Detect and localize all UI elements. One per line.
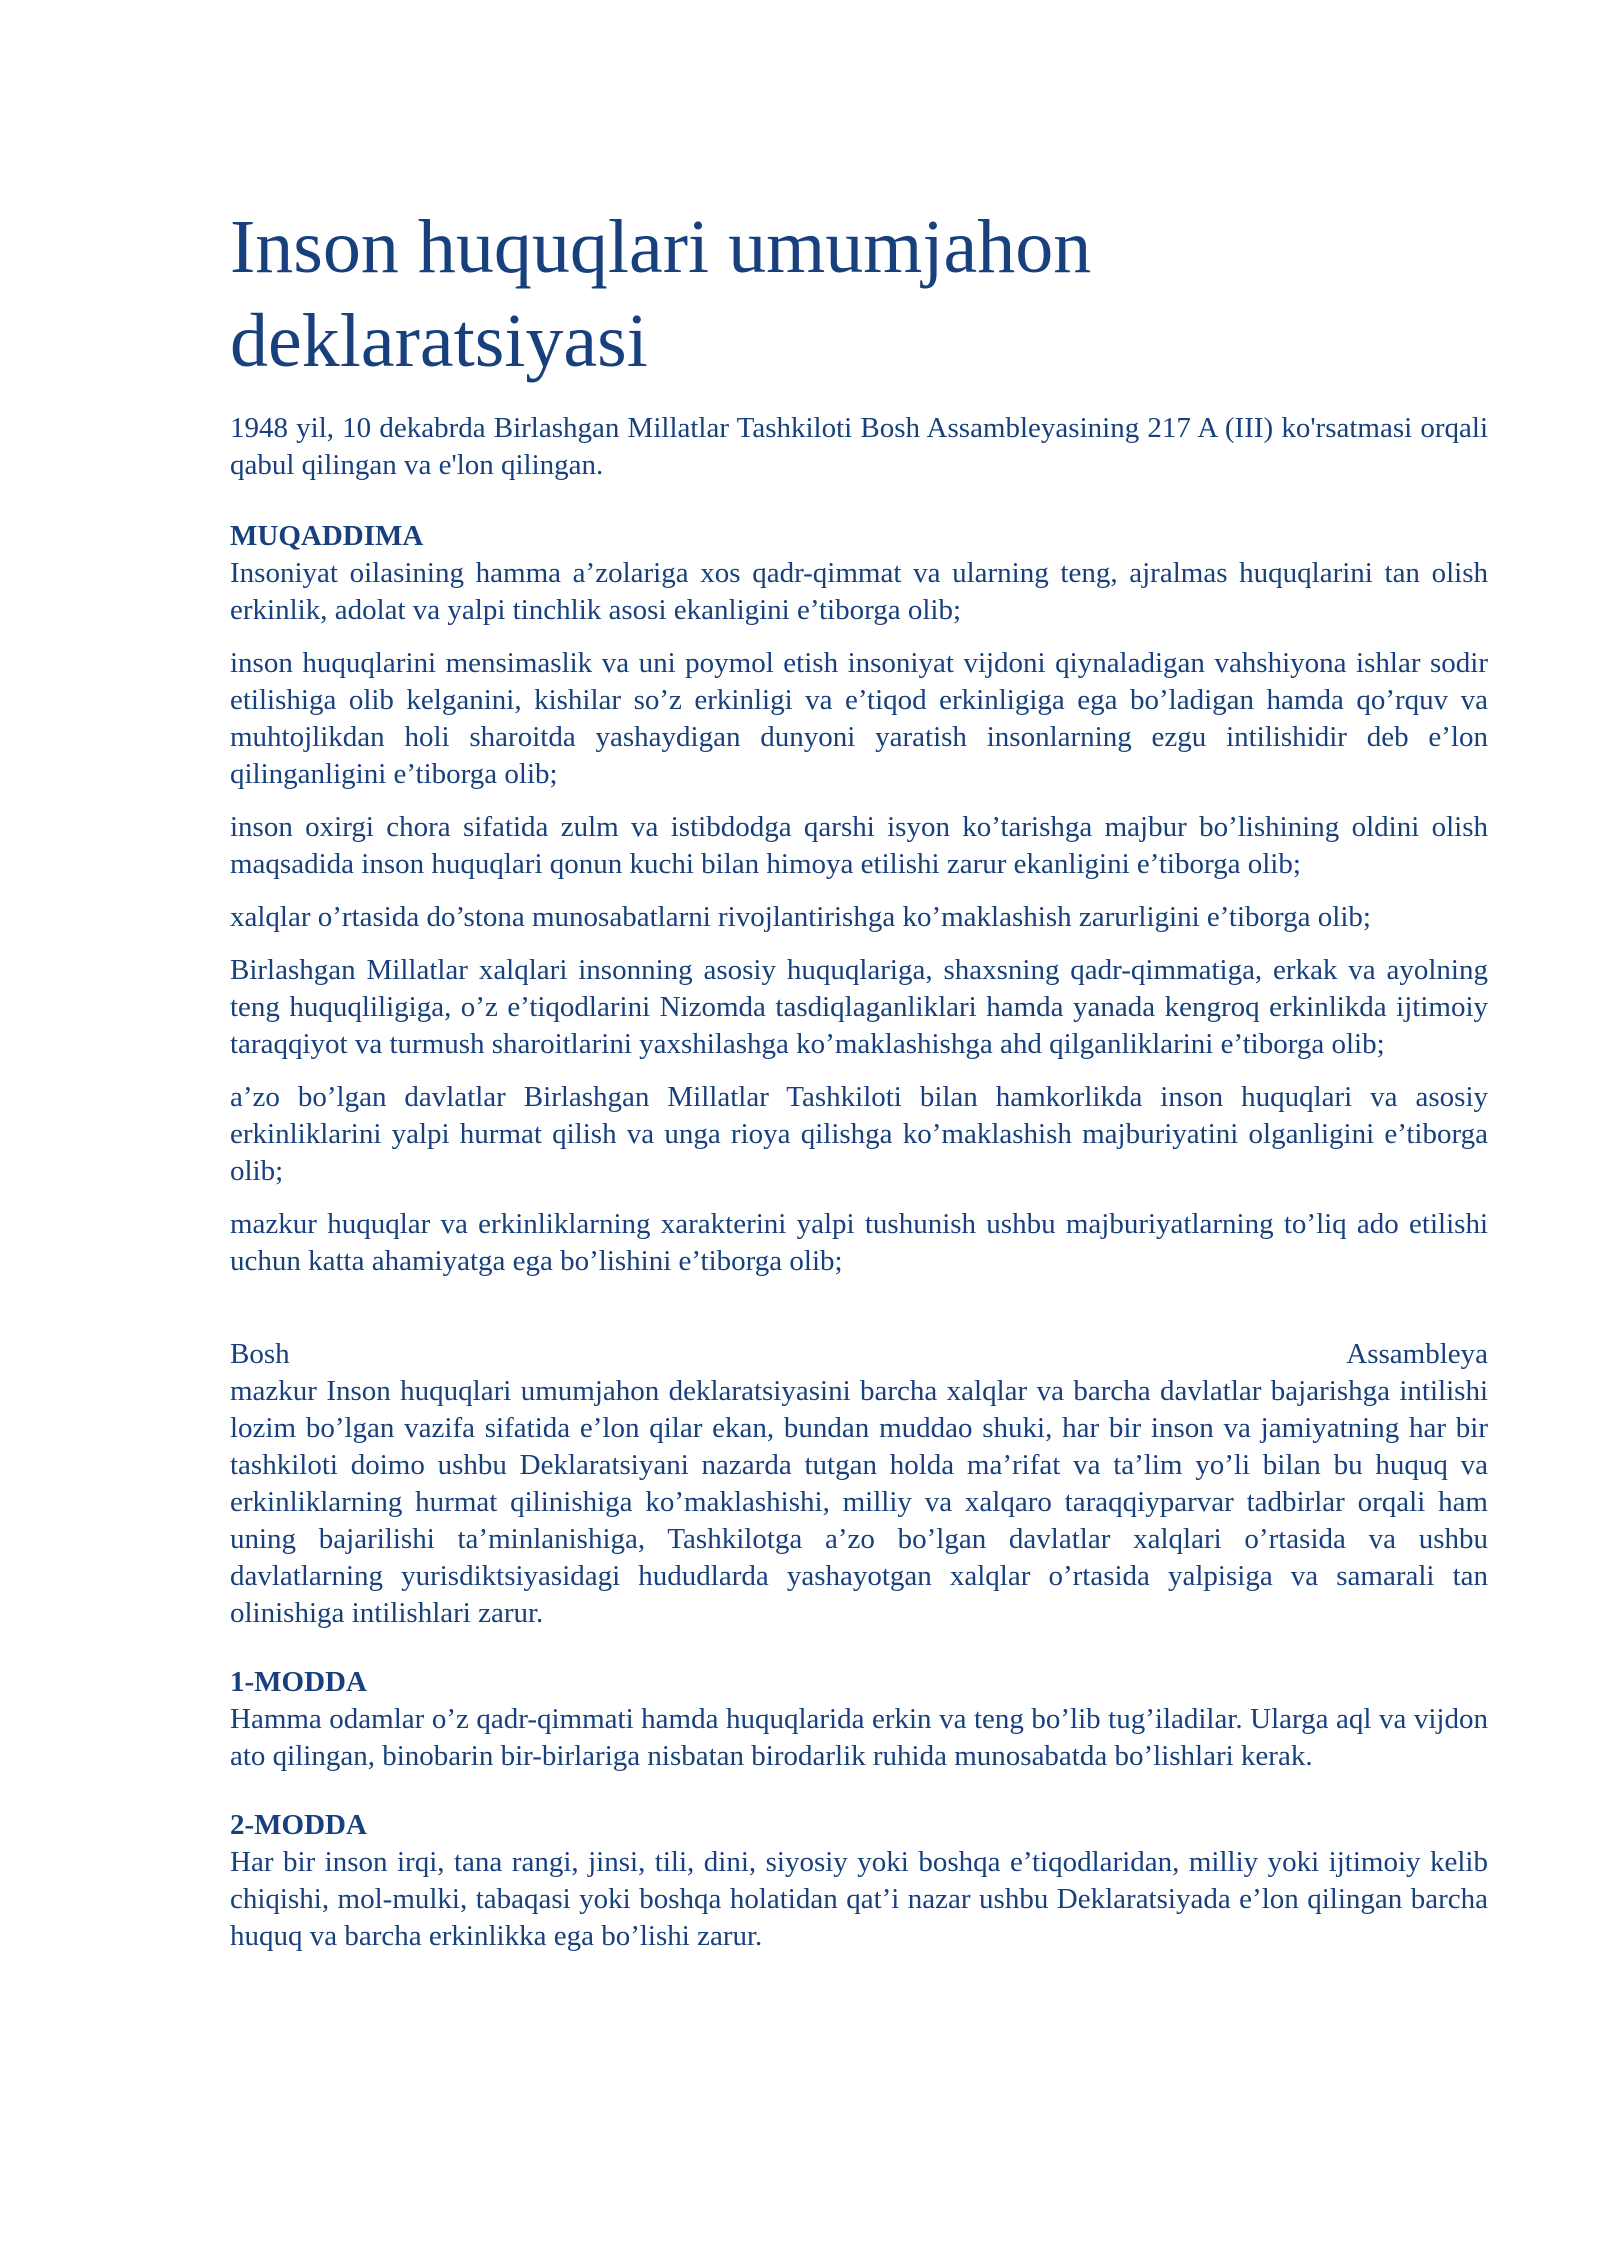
- preamble-paragraph: Insoniyat oilasining hamma a’zolariga xos qadr-qimmat va ularning teng, ajralmas huquqlarini tan olish erkinlik, adolat va yalpi tinchlik asosi ekanligini e’tiborga olib;: [230, 557, 1488, 626]
- preamble-paragraph: inson huquqlarini mensimaslik va uni poymol etish insoniyat vijdoni qiynaladigan vahshiyona ishlar sodir etilishiga olib kelganini, kishilar so’z erkinligi va e’tiqod erkinligiga ega bo’ladigan hamda qo’rquv va muhtojlikdan holi sharoitda yashaydigan dunyoni yaratish insonlarning ezgu intilishidir deb e’lon qilinganligini e’tiborga olib;: [230, 647, 1488, 790]
- proclamation-opening-line: [230, 1336, 1488, 1373]
- document-subtitle: 1948 yil, 10 dekabrda Birlashgan Millatlar Tashkiloti Bosh Assambleyasining 217 A (III) ko'rsatmasi orqali qabul qilingan va e'lon qilingan.: [230, 412, 1488, 481]
- proclamation-section: [230, 1336, 1488, 1632]
- preamble-paragraph: Birlashgan Millatlar xalqlari insonning asosiy huquqlariga, shaxsning qadr-qimmatiga, erkak va ayolning teng huquqliligiga, o’z e’tiqodlarini Nizomda tasdiqlaganliklari hamda yanada kengroq erkinlikda ijtimoiy taraqqiyot va turmush sharoitlarini yaxshilashga ko’maklashishga ahd qilganliklarini e’tiborga olib;: [230, 954, 1488, 1060]
- preamble-section: [230, 518, 1488, 1280]
- preamble-paragraph: xalqlar o’rtasida do’stona munosabatlarni rivojlantirishga ko’maklashish zarurligini e’tiborga olib;: [230, 901, 1371, 933]
- preamble-paragraph: a’zo bo’lgan davlatlar Birlashgan Millatlar Tashkiloti bilan hamkorlikda inson huquqlari va asosiy erkinliklarini yalpi hurmat qilish va unga rioya qilishga ko’maklashish majburiyatini olganligini e’tiborga olib;: [230, 1081, 1488, 1187]
- article-heading: 2-MODDA: [230, 1809, 367, 1841]
- preamble-paragraph: mazkur huquqlar va erkinliklarning xarakterini yalpi tushunish ushbu majburiyatlarning to’liq ado etilishi uchun katta ahamiyatga ega bo’lishini e’tiborga olib;: [230, 1208, 1488, 1277]
- preamble-heading: MUQADDIMA: [230, 520, 424, 552]
- proclamation-text: mazkur Inson huquqlari umumjahon deklaratsiyasini barcha xalqlar va barcha davlatlar bajarishga intilishi lozim bo’lgan vazifa sifatida e’lon qilar ekan, bundan muddao shuki, har bir inson va jamiyatning har bir tashkiloti doimo ushbu Deklaratsiyani nazarda tutgan holda ma’rifat va ta’lim yo’li bilan bu huquq va erkinliklarning hurmat qilinishiga ko’maklashishi, milliy va xalqaro taraqqiyparvar tadbirlar orqali ham uning bajarilishi ta’minlanishiga, Tashkilotga a’zo bo’lgan davlatlar xalqlari o’rtasida va ushbu davlatlarning yurisdiktsiyasidagi hududlarda yashayotgan xalqlar o’rtasida yalpisiga va samarali tan olinishiga intilishlari zarur.: [230, 1375, 1488, 1629]
- preamble-paragraph: inson oxirgi chora sifatida zulm va istibdodga qarshi isyon ko’tarishga majbur bo’lishining oldini olish maqsadida inson huquqlari qonun kuchi bilan himoya etilishi zarur ekanligini e’tiborga olib;: [230, 811, 1488, 880]
- article-text: Har bir inson irqi, tana rangi, jinsi, tili, dini, siyosiy yoki boshqa e’tiqodlaridan, milliy yoki ijtimoiy kelib chiqishi, mol-mulki, tabaqasi yoki boshqa holatidan qat’i nazar ushbu Deklaratsiyada e’lon qilingan barcha huquq va barcha erkinlikka ega bo’lishi zarur.: [230, 1846, 1488, 1952]
- document-title: Inson huquqlari umumjahon deklaratsiyasi: [230, 205, 1092, 383]
- spacer: [230, 1296, 1488, 1336]
- article-2: [230, 1807, 1488, 1955]
- document-page: [230, 200, 1488, 1971]
- proclamation-right-word: Assambleya: [1346, 1338, 1488, 1370]
- article-text: Hamma odamlar o’z qadr-qimmati hamda huquqlarida erkin va teng bo’lib tug’iladilar. Ularga aql va vijdon ato qilingan, binobarin bir-birlariga nisbatan birodarlik ruhida munosabatda bo’lishlari kerak.: [230, 1703, 1488, 1772]
- proclamation-left-word: Bosh: [230, 1338, 290, 1370]
- article-heading: 1-MODDA: [230, 1666, 367, 1698]
- article-1: [230, 1664, 1488, 1775]
